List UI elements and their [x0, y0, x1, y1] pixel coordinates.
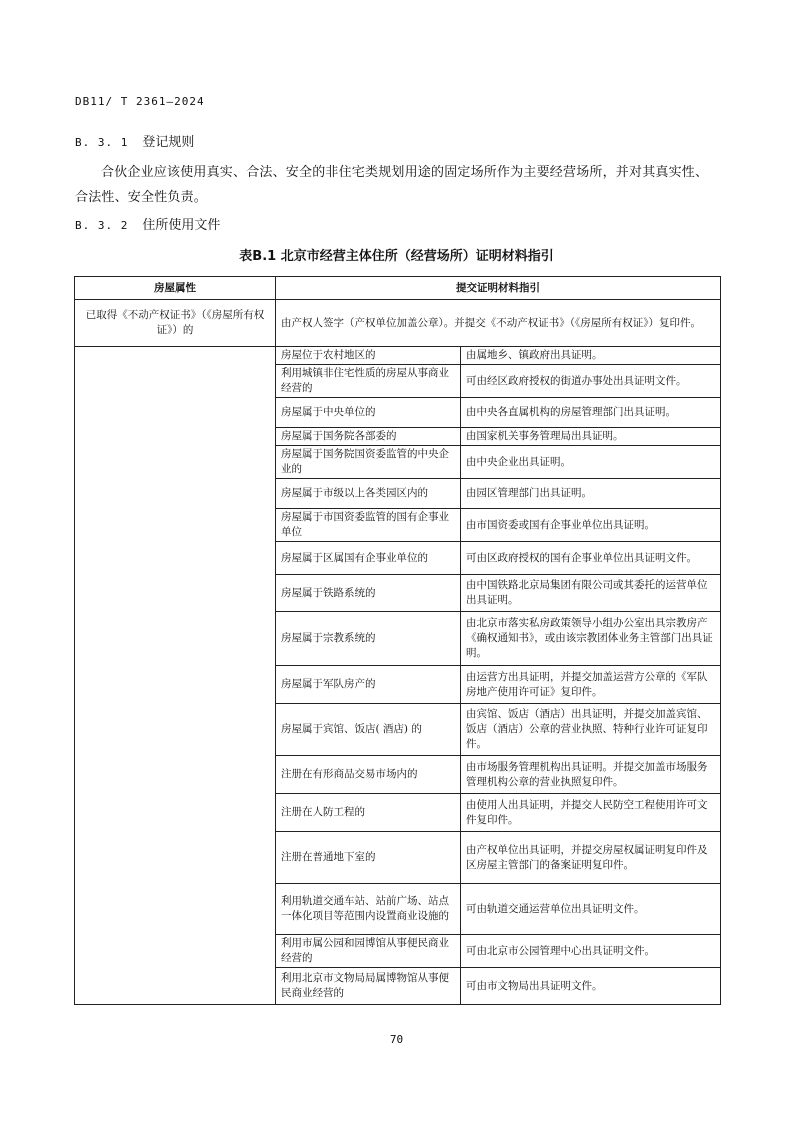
situation-cell: 利用市属公园和园博馆从事便民商业经营的 — [276, 935, 461, 968]
requirement-cell: 由宾馆、饭店（酒店）出具证明，并提交加盖宾馆、饭店（酒店）公章的营业执照、特种行业许可证复印件。 — [461, 704, 721, 756]
requirement-cell: 可由经区政府授权的街道办事处出具证明文件。 — [461, 365, 721, 398]
situation-cell: 利用城镇非住宅性质的房屋从事商业经营的 — [276, 365, 461, 398]
situation-cell: 房屋属于军队房产的 — [276, 666, 461, 704]
situation-cell: 房屋属于市级以上各类园区内的 — [276, 479, 461, 509]
requirement-cell: 由运营方出具证明，并提交加盖运营方公章的《军队房地产使用许可证》复印件。 — [461, 666, 721, 704]
requirement-cell: 由市场服务管理机构出具证明。并提交加盖市场服务管理机构公章的营业执照复印件。 — [461, 756, 721, 794]
situation-cell: 房屋属于宗教系统的 — [276, 612, 461, 666]
requirement-cell: 由中央企业出具证明。 — [461, 446, 721, 479]
situation-cell: 利用北京市文物局局属博物馆从事便民商业经营的 — [276, 968, 461, 1005]
document-code: DB11/ T 2361—2024 — [75, 95, 205, 108]
requirement-cell: 可由北京市公园管理中心出具证明文件。 — [461, 935, 721, 968]
requirement-cell: 可由市文物局出具证明文件。 — [461, 968, 721, 1005]
requirement-cell: 由属地乡、镇政府出具证明。 — [461, 347, 721, 365]
section-title: 住所使用文件 — [142, 218, 221, 233]
situation-cell: 注册在人防工程的 — [276, 794, 461, 832]
requirement-cell: 由使用人出具证明，并提交人民防空工程使用许可文件复印件。 — [461, 794, 721, 832]
table-caption: 表B.1 北京市经营主体住所（经营场所）证明材料指引 — [239, 249, 554, 264]
requirement-cell: 由国家机关事务管理局出具证明。 — [461, 428, 721, 446]
situation-cell: 房屋属于区属国有企事业单位的 — [276, 542, 461, 575]
requirement-cell: 由市国资委或国有企事业单位出具证明。 — [461, 509, 721, 542]
situation-cell: 房屋属于国务院国资委监管的中央企业的 — [276, 446, 461, 479]
requirement-cell: 可由区政府授权的国有企事业单位出具证明文件。 — [461, 542, 721, 575]
situation-cell: 房屋位于农村地区的 — [276, 347, 461, 365]
situation-cell: 房屋属于铁路系统的 — [276, 575, 461, 612]
situation-cell: 房屋属于中央单位的 — [276, 398, 461, 428]
situation-cell: 利用轨道交通车站、站前广场、站点一体化项目等范围内设置商业设施的 — [276, 884, 461, 935]
situation-cell: 注册在普通地下室的 — [276, 832, 461, 884]
property-attribute-cell: 已取得《不动产权证书》（《房屋所有权证》）的 — [75, 300, 276, 347]
section-heading-b31 — [75, 131, 194, 150]
requirement-cell: 由中央各直属机构的房屋管理部门出具证明。 — [461, 398, 721, 428]
requirement-cell: 由产权人签字（产权单位加盖公章）。并提交《不动产权证书》（《房屋所有权证》）复印件。 — [276, 300, 721, 347]
header-required-materials: 提交证明材料指引 — [276, 277, 721, 300]
requirement-cell: 由产权单位出具证明，并提交房屋权属证明复印件及区房屋主管部门的备案证明复印件。 — [461, 832, 721, 884]
table-row — [75, 300, 721, 347]
requirement-cell: 由北京市落实私房政策领导小组办公室出具宗教房产《确权通知书》，或由该宗教团体业务主管部门出具证明。 — [461, 612, 721, 666]
situation-cell: 注册在有形商品交易市场内的 — [276, 756, 461, 794]
merged-condition-cell — [75, 347, 276, 1005]
section-heading-b32 — [75, 214, 220, 233]
header-property-attribute: 房屋属性 — [75, 277, 276, 300]
page-number: 70 — [389, 1033, 404, 1046]
section-title: 登记规则 — [142, 135, 195, 150]
requirement-cell: 由园区管理部门出具证明。 — [461, 479, 721, 509]
evidence-table — [74, 276, 721, 1005]
situation-cell: 房屋属于市国资委监管的国有企事业单位 — [276, 509, 461, 542]
table-header-row — [75, 277, 721, 300]
section-number: B. 3. 2 — [75, 219, 129, 232]
table-row — [75, 347, 721, 365]
situation-cell: 房屋属于宾馆、饭店( 酒店) 的 — [276, 704, 461, 756]
situation-cell: 房屋属于国务院各部委的 — [276, 428, 461, 446]
requirement-cell: 可由轨道交通运营单位出具证明文件。 — [461, 884, 721, 935]
requirement-cell: 由中国铁路北京局集团有限公司或其委托的运营单位出具证明。 — [461, 575, 721, 612]
body-paragraph: 合伙企业应该使用真实、合法、安全的非住宅类规划用途的固定场所作为主要经营场所，并对其真实性、合法性、安全性负责。 — [75, 165, 709, 205]
section-number: B. 3. 1 — [75, 136, 129, 149]
